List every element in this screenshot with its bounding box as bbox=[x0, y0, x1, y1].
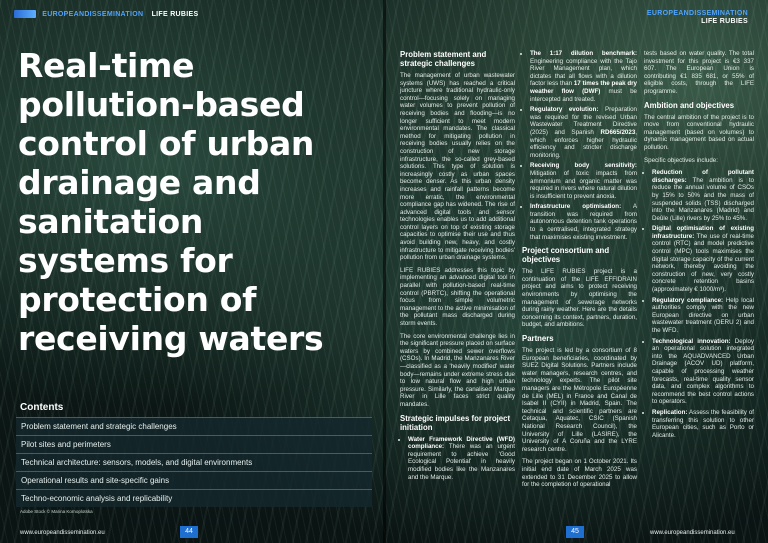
column-3 bbox=[644, 50, 754, 444]
page-gutter bbox=[383, 0, 386, 543]
project-name: LIFE RUBIES bbox=[151, 10, 199, 18]
section-heading: Project consortium and objectives bbox=[522, 246, 610, 265]
contents-item[interactable]: Techno-economic analysis and replicability bbox=[16, 489, 372, 507]
list-item bbox=[530, 162, 637, 200]
paragraph: Specific objectives include: bbox=[644, 156, 718, 164]
paragraph: LIFE RUBIES addresses this topic by implementing an advanced digital tool in parallel with pollution-based real-time control (PBRTC), shifting the operational focus from simple volumetric management to the active minimisation of the pollutant mass discharged during storm events. bbox=[400, 266, 515, 327]
bullet-text: The use of real-time control (RTC) and model predictive control (MPC) tools maximises the digital storage capacity of the current network, thereby avoiding the construction of new, very costly concrete retention basins (approximately € 1000/m³). bbox=[652, 232, 754, 294]
column-2 bbox=[522, 50, 637, 494]
bullet-text: must be intercepted and treated. bbox=[530, 87, 637, 103]
bullet-list bbox=[644, 169, 754, 439]
bullet-lead: Replication: bbox=[652, 408, 688, 416]
section-heading: Partners bbox=[522, 334, 554, 343]
bullet-text: Preparation was required for the revised Urban Wastewater Treatment Directive (2025) and Spanish bbox=[530, 106, 637, 136]
list-item bbox=[652, 169, 754, 222]
logo-icon bbox=[14, 10, 36, 18]
bullet-lead: Regulatory evolution: bbox=[530, 106, 599, 114]
bullet-lead: Technological innovation: bbox=[652, 337, 731, 345]
brand-name-right: EUROPEANDISSEMINATION bbox=[646, 10, 748, 17]
brand-name: EUROPEANDISSEMINATION bbox=[42, 10, 144, 18]
page-number-left: 44 bbox=[180, 526, 198, 538]
bullet-lead: Digital optimisation of existing infrastructure: bbox=[652, 225, 754, 240]
page-number-right: 45 bbox=[566, 526, 584, 538]
project-name-right: LIFE RUBIES bbox=[701, 18, 748, 25]
paragraph: tests based on water quality. The total investment for this project is €3 337 607. The European Union is contributing €1 835 681, or 55% of eligible costs, through the LIFE programme. bbox=[644, 50, 754, 95]
list-item bbox=[652, 297, 754, 335]
paragraph: The project began on 1 October 2021. Its initial end date of March 2025 was extended to 31 December 2025 to allow for the completion of operational bbox=[522, 458, 637, 489]
article-headline: Real-time pollution-based control of urban drainage and sanitation systems for protection of receiving waters bbox=[18, 46, 324, 358]
bullet-emphasis: 17 times the peak dry weather flow (DWF) bbox=[530, 80, 637, 95]
bullet-text: The ambition is to reduce the annual volume of CSOs by 15% to 50% and the mass of suspended solids (TSS) discharged into the Manzanares (Madrid) and Deûle (Lille) rivers by 25% to 45%. bbox=[652, 176, 754, 222]
paragraph: The central ambition of the project is to move from conventional hydraulic management (based on volumes) to dynamic management based on actual pollution. bbox=[644, 113, 754, 151]
contents-item[interactable]: Technical architecture: sensors, models, and digital environments bbox=[16, 453, 372, 471]
bullet-lead: Regulatory compliance: bbox=[652, 296, 724, 304]
column-1 bbox=[400, 50, 515, 486]
contents-title: Contents bbox=[20, 402, 64, 413]
bullet-lead: Infrastructure optimisation: bbox=[530, 203, 622, 211]
bullet-text: There was an urgent requirement to achieve 'Good Ecological Potential' in heavily modified bodies like the Manzanares and the Marque. bbox=[408, 443, 515, 481]
contents-box bbox=[16, 402, 372, 507]
contents-item[interactable]: Problem statement and strategic challenges bbox=[16, 417, 372, 435]
list-item bbox=[652, 409, 754, 439]
header-left bbox=[14, 10, 198, 24]
list-item bbox=[408, 436, 515, 482]
list-item bbox=[530, 50, 637, 103]
list-item bbox=[652, 225, 754, 293]
footer-url-left[interactable]: www.europeandissemination.eu bbox=[20, 530, 105, 536]
contents-item[interactable]: Pilot sites and perimeters bbox=[16, 435, 372, 453]
section-heading: Strategic impulses for project initiation bbox=[400, 413, 511, 432]
paragraph: The project is led by a consortium of 8 European beneficiaries, coordinated by SUEZ Digital Solutions. Partners include water managers, research centres, and technology experts. The pilot site managers are the Métropole Européenne de Lille (MEL) in France and Canal de Isabel II (CYII) in Madrid, Spain. The technical and scientific partners are Cetaqua, Aquatec, CSIC (Spanish National Research Council), the University of Lille (LASIRE), the University of A Coruña and the LYRE research centre. bbox=[522, 347, 637, 453]
header-right bbox=[647, 10, 748, 24]
paragraph: The LIFE RUBIES project is a continuation of the LIFE EFFIDRAIN project and aims to protect receiving environments by optimising the management of sewerage networks during rainy weather. Here are the details concerning its context, partners, duration, budget, and ambitions. bbox=[522, 268, 637, 329]
bullet-text: Deploy an operational solution integrated into the AQUADVANCED Urban Drainage (ACOV UD) platform, capable of processing weather forecasts, real-time quality sensor data, and complex algorithms to recommend the best control actions to operators. bbox=[652, 337, 754, 406]
list-item bbox=[530, 203, 637, 241]
list-item bbox=[530, 106, 637, 159]
footer-url-right[interactable]: www.europeandissemination.eu bbox=[650, 530, 735, 536]
bullet-text: Mitigation of toxic impacts from ammonium and organic matter was required in rivers where natural dilution is insufficient to prevent anoxia. bbox=[530, 169, 637, 200]
paragraph: The management of urban wastewater systems (UWS) has reached a critical juncture where traditional hydraulic-only control—focusing solely on managing water volumes to prevent pollution of receiving bodies and flooding—is no longer sufficient to meet modern environmental mandates. The classical method for mitigating pollution in receiving bodies usually relies on the construction of new storage infrastructure, the so-called grey-based solutions. This type of solution is increasingly costly as urban spaces become denser. As this urban density increases and rainfall patterns become more erratic, the environmental compliance gap has widened. The rise of advanced digital tools and sensor technologies enables us to add additional control layers on top of existing storage capacities to optimise their use and thus avoid building new, heavy, and costly infrastructure to mitigate receiving bodies' pollution from urban drainage systems. bbox=[400, 72, 515, 262]
list-item bbox=[652, 338, 754, 406]
contents-item[interactable]: Operational results and site-specific gains bbox=[16, 471, 372, 489]
paragraph: The core environmental challenge lies in the significant pressure placed on surface waters by combined sewer overflows (CSOs). In Madrid, the Manzanares River—classified as a 'heavily modified' water body—remains under extreme stress due to low natural flow and high urban pressure. Similarly, the canalised Marque River in Lille faces strict quality mandates. bbox=[400, 332, 515, 408]
bullet-lead: The 1:17 dilution benchmark: bbox=[530, 50, 637, 57]
bullet-list bbox=[400, 436, 515, 482]
bullet-emphasis: RD665/2023 bbox=[600, 128, 636, 136]
photo-credit: Adobe Stock © Marina Kornoplotska bbox=[20, 509, 93, 514]
bullet-text: A transition was required from autonomous detention tank operations to a centralised, integrated strategy that maximises existing investment. bbox=[530, 203, 637, 241]
section-heading: Ambition and objectives bbox=[644, 100, 735, 110]
bullet-list bbox=[522, 50, 637, 241]
bullet-text: Engineering compliance with the Tajo River Management plan, which dictates that all flows with a dilution factor less than bbox=[530, 57, 637, 88]
bullet-lead: Water Framework Directive (WFD) compliance: bbox=[408, 435, 515, 451]
bullet-text: Assess the feasibility of transferring this solution to other European cities, such as Porto or Alicante. bbox=[652, 408, 754, 439]
bullet-lead: Receiving body sensitivity: bbox=[530, 162, 637, 170]
section-heading: Problem statement and strategic challenges bbox=[400, 50, 487, 68]
bullet-text: Help local authorities comply with the new European directive on urban wastewater treatment (DERU 2) and the WFD. bbox=[652, 296, 754, 334]
bullet-text: , which enforces higher hydraulic efficiency and stricter discharge monitoring. bbox=[530, 128, 637, 159]
bullet-lead: Reduction of pollutant discharges: bbox=[652, 169, 754, 184]
